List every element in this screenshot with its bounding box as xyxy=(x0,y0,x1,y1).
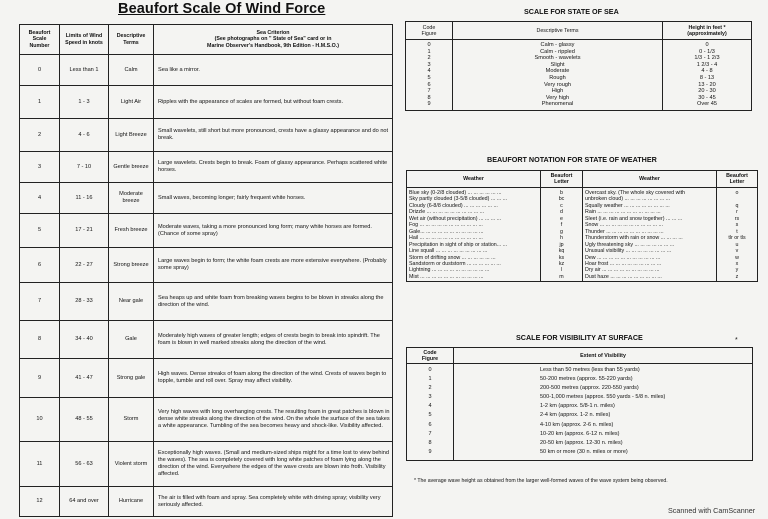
code-figure: 9 xyxy=(407,448,454,461)
weather-description: Sky partly clouded (3-5/8 clouded) ... ... ... xyxy=(407,196,541,202)
wind-speed: 34 - 40 xyxy=(60,321,109,359)
visibility-extent: 1-2 km (approx. 5/8-1 n. miles) xyxy=(454,402,753,411)
table-row xyxy=(407,439,753,448)
table-row xyxy=(407,421,753,430)
table-row xyxy=(20,152,393,183)
beaufort-letter: x xyxy=(717,261,758,267)
scale-number: 12 xyxy=(20,487,60,517)
wave-height: 20 - 30 xyxy=(663,88,752,95)
code-figure: 1 xyxy=(406,49,453,56)
code-figure: 7 xyxy=(406,88,453,95)
scale-number: 9 xyxy=(20,359,60,398)
weather-table xyxy=(406,170,758,282)
sea-criterion: Ripples with the appearance of scales are formed, but without foam crests. xyxy=(154,86,393,119)
wave-height: 0 xyxy=(663,40,752,49)
table-row xyxy=(20,487,393,517)
visibility-title: SCALE FOR VISIBILITY AT SURFACE xyxy=(516,333,643,342)
beaufort-table xyxy=(19,24,393,517)
header-letter-line: Letter xyxy=(554,179,569,185)
wave-height: 8 - 13 xyxy=(663,75,752,82)
beaufort-letter: bc xyxy=(541,196,583,202)
criterion-heading: Sea Criterion xyxy=(256,29,290,36)
code-figure: 5 xyxy=(406,75,453,82)
weather-description: Squally weather ... ... ... ... ... ... ... ... xyxy=(583,203,717,209)
descriptive-term: Gale xyxy=(109,321,154,359)
beaufort-letter: kq xyxy=(541,248,583,254)
wind-speed: 7 - 10 xyxy=(60,152,109,183)
visibility-table xyxy=(406,347,753,461)
visibility-extent: 50-200 metres (approx. 55-220 yards) xyxy=(454,375,753,384)
beaufort-letter: q xyxy=(717,203,758,209)
beaufort-letter: c xyxy=(541,203,583,209)
weather-description: Gale... ... ... ... ... ... ... ... ... ... ... xyxy=(407,229,541,235)
header-weather: Weather xyxy=(407,171,541,188)
wind-speed: 56 - 63 xyxy=(60,442,109,487)
code-figure: 9 xyxy=(406,101,453,110)
sea-state-table xyxy=(405,21,752,111)
code-figure: 4 xyxy=(406,68,453,75)
table-row xyxy=(20,214,393,248)
weather-description: Rain ... ... ... ... ... ... ... ... ... ... ... xyxy=(583,209,717,215)
table-row xyxy=(406,40,752,49)
wave-height: 1/3 - 1 2/3 xyxy=(663,55,752,62)
weather-description: Dew ... ... ... ... ... ... ... ... ... ... ... xyxy=(583,255,717,261)
sea-criterion: Large waves begin to form; the white foam crests are more extensive everywhere. (Probably some spray) xyxy=(154,248,393,283)
header-code-figure xyxy=(407,348,454,364)
beaufort-title: Beaufort Scale Of Wind Force xyxy=(118,1,326,17)
descriptive-term: Near gale xyxy=(109,283,154,321)
beaufort-letter: tlr or tls xyxy=(717,235,758,241)
visibility-extent: 20-50 km (approx. 12-30 n. miles) xyxy=(454,439,753,448)
beaufort-letter: d xyxy=(541,209,583,215)
sea-state-title: SCALE FOR STATE OF SEA xyxy=(524,7,619,16)
scale-number: 4 xyxy=(20,183,60,214)
header-letter-line: Letter xyxy=(729,179,745,185)
sea-criterion: Moderately high waves of greater length; edges of crests begin to break into spindrift. The foam is blown in well marked streaks along the direction of the wind. xyxy=(154,321,393,359)
visibility-extent: 500-1,000 metres (approx. 550 yards - 5/8 n. miles) xyxy=(454,393,753,402)
header-figure-line: Figure xyxy=(421,355,439,362)
header-weather: Weather xyxy=(583,171,717,188)
visibility-extent: 50 km or more (30 n. miles or more) xyxy=(454,448,753,461)
beaufort-letter: ks xyxy=(541,255,583,261)
visibility-extent: 200-500 metres (approx. 220-550 yards) xyxy=(454,384,753,393)
weather-description: Cloudy (6-8/8 clouded) ... ... ... ... ... ... xyxy=(407,203,541,209)
wave-height: 13 - 20 xyxy=(663,82,752,89)
table-row xyxy=(20,55,393,86)
descriptive-term: Calm xyxy=(109,55,154,86)
sea-criterion: The air is filled with foam and spray. Sea completely white with driving spray; visibility very seriously affected. xyxy=(154,487,393,517)
header-letter-line: Beaufort xyxy=(550,173,573,179)
wave-height: 4 - 8 xyxy=(663,68,752,75)
wind-speed: 64 and over xyxy=(60,487,109,517)
weather-description: Sandstorm or duststorm ... ... ... ... ... ... xyxy=(407,261,541,267)
weather-description: Storm of drifting snow ... ... ... ... ... ... xyxy=(407,255,541,261)
code-figure: 0 xyxy=(406,40,453,49)
weather-description: Fog ... ... ... ... ... ... ... ... ... ... ... xyxy=(407,222,541,228)
table-row xyxy=(406,49,752,56)
table-row xyxy=(406,68,752,75)
descriptive-term: High xyxy=(453,88,663,95)
sea-criterion: Sea like a mirror. xyxy=(154,55,393,86)
descriptive-term: Very rough xyxy=(453,82,663,89)
wind-speed: 1 - 3 xyxy=(60,86,109,119)
asterisk-mark: * xyxy=(735,337,738,344)
wind-speed: 11 - 16 xyxy=(60,183,109,214)
criterion-note-2: Marine Observer's Handbook, 9th Edition - H.M.S.O.) xyxy=(207,42,339,49)
table-row xyxy=(20,119,393,152)
weather-description: Hail ... ... ... ... ... ... ... ... ... ... ... xyxy=(407,235,541,241)
scale-number: 5 xyxy=(20,214,60,248)
scale-number: 7 xyxy=(20,283,60,321)
visibility-extent: Less than 50 metres (less than 55 yards) xyxy=(454,364,753,376)
header-sea-criterion xyxy=(154,25,393,55)
table-row xyxy=(407,274,758,282)
scale-number: 1 xyxy=(20,86,60,119)
sea-criterion: High waves. Dense streaks of foam along the direction of the wind. Crests of waves begin to topple, tumble and roll over. Spray may affect visibility. xyxy=(154,359,393,398)
code-figure: 8 xyxy=(406,95,453,102)
header-letter-line: Beaufort xyxy=(726,173,748,179)
header-height-line: Height in feet * xyxy=(688,24,726,31)
wind-speed: Less than 1 xyxy=(60,55,109,86)
weather-description: Dry air ... ... ... ... ... ... ... ... ... ... xyxy=(583,267,717,273)
header-code-line: Code xyxy=(422,24,436,31)
header-beaufort-letter xyxy=(717,171,758,188)
table-row xyxy=(407,364,753,376)
header-extent: Extent of Visibility xyxy=(454,348,753,364)
code-figure: 1 xyxy=(407,375,454,384)
code-figure: 6 xyxy=(407,421,454,430)
wind-speed: 41 - 47 xyxy=(60,359,109,398)
sea-criterion: Very high waves with long overhanging crests. The resulting foam in great patches is blown in dense white streaks along the direction of the wind. On the whole the surface of the sea takes a white appearance. Tumbling of the sea becomes heavy and shock-like. Visibility affected. xyxy=(154,398,393,442)
descriptive-term: Rough xyxy=(453,75,663,82)
code-figure: 2 xyxy=(406,55,453,62)
beaufort-letter: g xyxy=(541,229,583,235)
table-row xyxy=(20,398,393,442)
descriptive-term: Light Breeze xyxy=(109,119,154,152)
weather-description: Precipitation in sight of ship or station... ... xyxy=(407,242,541,248)
weather-description: Snow ... ... ... ... ... ... ... ... ... ... ... xyxy=(583,222,717,228)
beaufort-letter: w xyxy=(717,255,758,261)
weather-description: Line squall ... ... ... ... ... ... ... ... ... xyxy=(407,248,541,254)
descriptive-term: Storm xyxy=(109,398,154,442)
descriptive-term: Smooth - wavelets xyxy=(453,55,663,62)
scale-number: 11 xyxy=(20,442,60,487)
header-height xyxy=(663,22,752,40)
criterion-note-1: (See photographs on " State of Sea" card or in xyxy=(214,36,332,43)
code-figure: 0 xyxy=(407,364,454,376)
code-figure: 3 xyxy=(407,393,454,402)
code-figure: 6 xyxy=(406,82,453,89)
descriptive-term: Moderate breeze xyxy=(109,183,154,214)
header-wind-speed: Limits of Wind Speed in knots xyxy=(60,25,109,55)
header-figure-line: Figure xyxy=(421,30,437,37)
weather-description: Ugly threatening sky ... ... ... ... ... ... ... xyxy=(583,242,717,248)
table-row xyxy=(406,75,752,82)
weather-description: Overcast sky. (The whole sky covered with xyxy=(583,188,717,197)
weather-description: Mist ... ... ... ... ... ... ... ... ... ... ... xyxy=(407,274,541,282)
code-figure: 7 xyxy=(407,430,454,439)
beaufort-letter: t xyxy=(717,229,758,235)
sea-criterion: Exceptionally high waves. (Small and medium-sized ships might for a time lost to view behind the waves). The sea is completely covered with long white patches of foam lying along the direction of the wind. Everywhere the edges of the wave crests are blown into froth. Visibility affected. xyxy=(154,442,393,487)
code-figure: 2 xyxy=(407,384,454,393)
wave-height-footnote: * The average wave height as obtained from the larger well-formed waves of the wave system being observed. xyxy=(414,478,668,484)
table-row xyxy=(406,95,752,102)
table-row xyxy=(20,283,393,321)
sea-criterion: Moderate waves, taking a more pronounced long form; many white horses are formed. (Chance of some spray) xyxy=(154,214,393,248)
scale-number: 8 xyxy=(20,321,60,359)
descriptive-term: Violent storm xyxy=(109,442,154,487)
descriptive-term: Light Air xyxy=(109,86,154,119)
table-row xyxy=(406,88,752,95)
weather-description: Dust haze ... ... ... ... ... ... ... ... ... xyxy=(583,274,717,282)
weather-description: Blue sky (0-2/8 clouded) ... ... ... ... ... ... xyxy=(407,188,541,197)
beaufort-letter: e xyxy=(541,216,583,222)
wave-height: 0 - 1/3 xyxy=(663,49,752,56)
scale-number: 6 xyxy=(20,248,60,283)
descriptive-term: Fresh breeze xyxy=(109,214,154,248)
scanner-watermark: Scanned with CamScanner xyxy=(668,506,756,515)
beaufort-letter: f xyxy=(541,222,583,228)
descriptive-term: Very high xyxy=(453,95,663,102)
table-row xyxy=(406,62,752,69)
beaufort-letter: r xyxy=(717,209,758,215)
scale-number: 2 xyxy=(20,119,60,152)
weather-description: Sleet (i.e. rain and snow together) ... ... ... xyxy=(583,216,717,222)
table-row xyxy=(407,188,758,197)
weather-description: unbroken cloud) ... ... ... ... ... ... ... ... xyxy=(583,196,717,202)
table-row xyxy=(20,442,393,487)
beaufort-letter: l xyxy=(541,267,583,273)
code-figure: 5 xyxy=(407,411,454,420)
table-row xyxy=(20,183,393,214)
beaufort-letter: m xyxy=(541,274,583,282)
descriptive-term: Slight xyxy=(453,62,663,69)
sea-criterion: Sea heaps up and white foam from breaking waves begins to be blown in streaks along the direction of the wind. xyxy=(154,283,393,321)
header-code-line: Code xyxy=(423,349,437,356)
beaufort-letter: s xyxy=(717,222,758,228)
weather-description: Thunderstorm with rain or snow ... ... ... ... xyxy=(583,235,717,241)
visibility-extent: 10-20 km (approx. 6-12 n. miles) xyxy=(454,430,753,439)
scale-number: 10 xyxy=(20,398,60,442)
table-row xyxy=(407,384,753,393)
descriptive-term: Moderate xyxy=(453,68,663,75)
header-code-figure xyxy=(406,22,453,40)
descriptive-term: Strong gale xyxy=(109,359,154,398)
weather-description: Wet air (without precipitation) ... ... ... ... xyxy=(407,216,541,222)
descriptive-term: Phenomenal xyxy=(453,101,663,110)
table-row xyxy=(20,86,393,119)
scale-number: 0 xyxy=(20,55,60,86)
code-figure: 8 xyxy=(407,439,454,448)
wave-height: 30 - 45 xyxy=(663,95,752,102)
sea-criterion: Small waves, becoming longer; fairly frequent white horses. xyxy=(154,183,393,214)
code-figure: 4 xyxy=(407,402,454,411)
beaufort-letter: u xyxy=(717,242,758,248)
table-row xyxy=(407,430,753,439)
wind-speed: 22 - 27 xyxy=(60,248,109,283)
beaufort-letter: jp xyxy=(541,242,583,248)
descriptive-term: Calm - rippled xyxy=(453,49,663,56)
beaufort-letter: o xyxy=(717,188,758,197)
weather-description: Drizzle ... ... ... ... ... ... ... ... ... ... xyxy=(407,209,541,215)
visibility-extent: 4-10 km (approx. 2-6 n. miles) xyxy=(454,421,753,430)
beaufort-letter: v xyxy=(717,248,758,254)
weather-description: Thunder ... ... ... ... ... ... ... ... ... ... xyxy=(583,229,717,235)
table-row xyxy=(20,359,393,398)
table-row xyxy=(407,393,753,402)
descriptive-term: Calm - glassy xyxy=(453,40,663,49)
header-approx-line: (approximately) xyxy=(687,30,727,37)
wave-height: 1 2/3 - 4 xyxy=(663,62,752,69)
wind-speed: 48 - 55 xyxy=(60,398,109,442)
table-row xyxy=(406,101,752,110)
table-row xyxy=(20,248,393,283)
table-row xyxy=(407,448,753,461)
descriptive-term: Hurricane xyxy=(109,487,154,517)
weather-description: Unusual visibility ... ... ... ... ... ... ... ... xyxy=(583,248,717,254)
sea-criterion: Large wavelets. Crests begin to break. Foam of glassy appearance. Perhaps scattered white horses. xyxy=(154,152,393,183)
beaufort-letter: y xyxy=(717,267,758,273)
scale-number: 3 xyxy=(20,152,60,183)
header-descriptive-terms: Descriptive Terms xyxy=(109,25,154,55)
table-row xyxy=(407,402,753,411)
weather-title: BEAUFORT NOTATION FOR STATE OF WEATHER xyxy=(487,155,657,164)
beaufort-letter: z xyxy=(717,274,758,282)
table-row xyxy=(407,375,753,384)
beaufort-letter: b xyxy=(541,188,583,197)
weather-description: Lightning ... ... ... ... ... ... ... ... ... ... xyxy=(407,267,541,273)
sea-criterion: Small wavelets, still short but more pronounced, crests have a glassy appearance and do not break. xyxy=(154,119,393,152)
wind-speed: 4 - 6 xyxy=(60,119,109,152)
descriptive-term: Gentle breeze xyxy=(109,152,154,183)
beaufort-letter: rs xyxy=(717,216,758,222)
table-row xyxy=(407,411,753,420)
descriptive-term: Strong breeze xyxy=(109,248,154,283)
header-beaufort-letter xyxy=(541,171,583,188)
beaufort-letter: h xyxy=(541,235,583,241)
weather-description: Hoar frost ... ... ... ... ... ... ... ... ... xyxy=(583,261,717,267)
wind-speed: 28 - 33 xyxy=(60,283,109,321)
beaufort-letter: kz xyxy=(541,261,583,267)
table-row xyxy=(20,321,393,359)
visibility-extent: 2-4 km (approx. 1-2 n. miles) xyxy=(454,411,753,420)
table-row xyxy=(406,55,752,62)
code-figure: 3 xyxy=(406,62,453,69)
header-scale-number: Beaufort Scale Number xyxy=(20,25,60,55)
wave-height: Over 45 xyxy=(663,101,752,110)
table-row xyxy=(406,82,752,89)
header-descriptive-terms: Descriptive Terms xyxy=(453,22,663,40)
wind-speed: 17 - 21 xyxy=(60,214,109,248)
